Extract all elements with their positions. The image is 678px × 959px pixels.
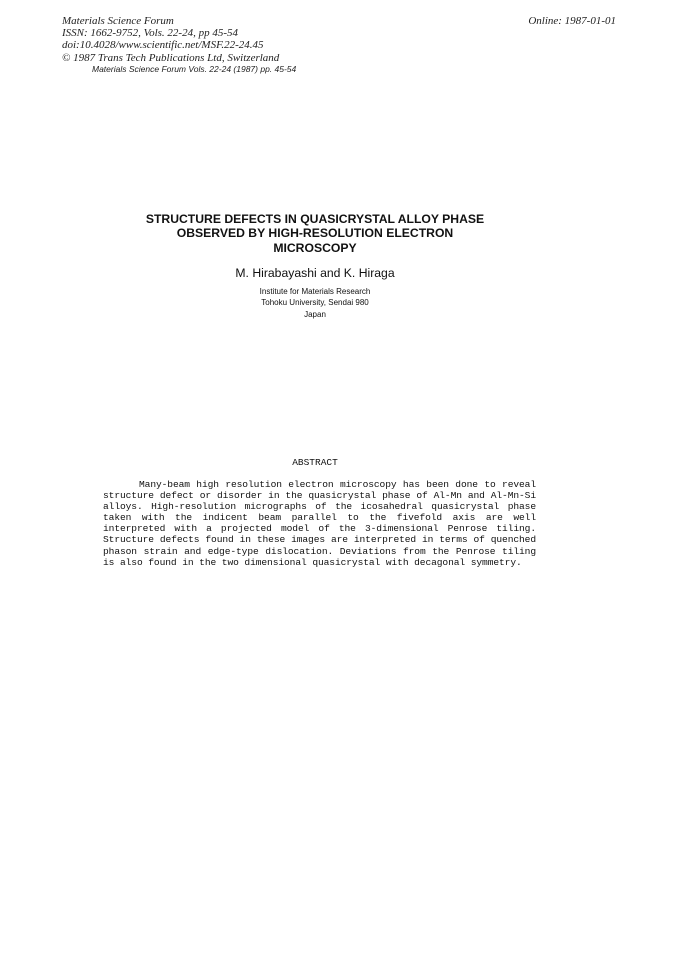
journal-doi: doi:10.4028/www.scientific.net/MSF.22-24.45	[62, 39, 264, 52]
title-line: MICROSCOPY	[273, 240, 357, 255]
title-line: STRUCTURE DEFECTS IN QUASICRYSTAL ALLOY PHASE	[145, 212, 485, 226]
affiliation-line: Japan	[304, 309, 326, 319]
journal-name: Materials Science Forum	[62, 15, 174, 27]
paper-authors: M. Hirabayashi and K. Hiraga	[235, 266, 395, 280]
online-date: Online: 1987-01-01	[528, 15, 616, 27]
title-line: OBSERVED BY HIGH-RESOLUTION ELECTRON	[176, 226, 454, 241]
paper-title	[100, 212, 530, 255]
journal-header	[62, 15, 279, 64]
affiliation-line: Tohoku University, Sendai 980	[261, 298, 369, 308]
abstract-heading: ABSTRACT	[292, 457, 338, 468]
scanned-running-header: Materials Science Forum Vols. 22-24 (1987) pp. 45-54	[92, 64, 297, 74]
affiliation-line: Institute for Materials Research	[259, 287, 371, 296]
journal-issn: ISSN: 1662-9752, Vols. 22-24, pp 45-54	[62, 27, 238, 40]
journal-copyright: © 1987 Trans Tech Publications Ltd, Switzerland	[62, 51, 280, 64]
author-affiliation	[100, 286, 530, 320]
abstract-text: Many-beam high resolution electron microscopy has been done to reveal structure defect or disorder in the quasicrystal phase of Al-Mn and Al-Mn-Si alloys. High-resolution micrographs of the icosahedral quasicrystal phase taken with the indicent beam parallel to the fivefold axis are well interpreted with a projected model of the 3-dimensional Penrose tiling. Structure defects found in these images are interpreted in terms of quenched phason strain and edge-type dislocation. Deviations from the Penrose tiling is also found in the two dimensional quasicrystal with decagonal symmetry.	[103, 479, 536, 568]
